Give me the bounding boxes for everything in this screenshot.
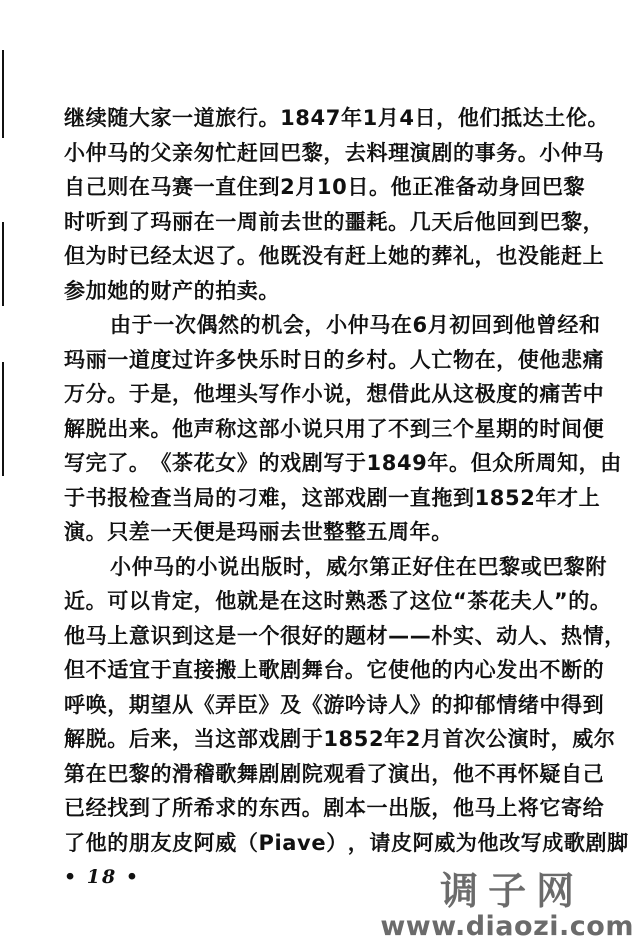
text-line: 演。只差一天便是玛丽去世整整五周年。 [64, 520, 453, 544]
text-line: 了 他 的 朋 友 皮 阿 威 （ Piave ） ， 请 皮 阿 威 为 他 改 写 成 歌 剧 脚 [64, 830, 629, 855]
text-line: 第 在 巴 黎 的 滑 稽 歌 舞 剧 剧 院 观 看 了 演 出 ， 他 不 再 怀 疑 自 己 [64, 761, 605, 786]
text-line: 已 经 找 到 了 所 希 求 的 东 西 。 剧 本 一 出 版 ， 他 马 上 将 它 寄 给 [64, 796, 605, 820]
text-line: 他 马 上 意 识 到 这 是 一 个 很 好 的 题 材 — — 朴 实 、 动 人 、 热 情 ， [64, 623, 626, 648]
margin-mark [2, 362, 4, 476]
watermark [380, 870, 634, 942]
text-line: 参加她的财产的拍卖。 [64, 278, 280, 303]
watermark-url: www.diaozi.com [380, 911, 634, 942]
text-line: 小 仲 马 的 父 亲 匆 忙 赶 回 巴 黎 ， 去 料 理 演 剧 的 事 务 。 小 仲 马 [64, 140, 605, 165]
text-line: 但 为 时 已 经 太 迟 了 。 他 既 没 有 赶 上 她 的 葬 礼 ， 也 没 能 赶 上 [64, 244, 605, 268]
text-line: 解 脱 出 来 。 他 声 称 这 部 小 说 只 用 了 不 到 三 个 星 期 的 时 间 便 [64, 416, 605, 441]
page-number: • 18 • [64, 866, 140, 888]
text-line: 于 书 报 检 查 当 局 的 刁 难 ， 这 部 戏 剧 一 直 拖 到 1852 年 才 上 [64, 485, 601, 510]
text-line: 呼 唤 ， 期 望 从 《 弄 臣 》 及 《 游 吟 诗 人 》 的 抑 郁 情 绪 中 得 到 [64, 692, 605, 717]
paragraph-first-line: 小 仲 马 的 小 说 出 版 时 ， 威 尔 第 正 好 住 在 巴 黎 或 巴 黎 附 [110, 554, 608, 579]
text-line: 解 脱 。 后 来 ， 当 这 部 戏 剧 于 1852 年 2 月 首 次 公 演 时 ， 威 尔 [64, 727, 616, 751]
text-line: 万 分 。 于 是 ， 他 埋 头 写 作 小 说 ， 想 借 此 从 这 极 度 的 痛 苦 中 [64, 382, 605, 406]
text-line: 但 不 适 宜 于 直 接 搬 上 歌 剧 舞 台 。 它 使 他 的 内 心 发 出 不 断 的 [64, 658, 605, 682]
margin-mark [2, 50, 4, 138]
text-line: 玛 丽 一 道 度 过 许 多 快 乐 时 日 的 乡 村 。 人 亡 物 在 ， 使 他 悲 痛 [64, 347, 605, 372]
text-line: 时 听 到 了 玛 丽 在 一 周 前 去 世 的 噩 耗 。 几 天 后 他 回 到 巴 黎 ， [64, 209, 605, 234]
page-body-text [64, 101, 629, 860]
text-line: 近 。 可 以 肯 定 ， 他 就 是 在 这 时 熟 悉 了 这 位 “ 茶 花 夫 人 ” 的 。 [64, 589, 612, 613]
paragraph-first-line: 由 于 一 次 偶 然 的 机 会 ， 小 仲 马 在 6 月 初 回 到 他 曾 经 和 [110, 313, 601, 337]
margin-mark [2, 222, 4, 306]
watermark-title: 调子网 [440, 869, 585, 913]
text-line: 自 己 则 在 马 赛 一 直 住 到 2 月 10 日 。 他 正 准 备 动 身 回 巴 黎 [64, 175, 586, 199]
text-line: 继 续 随 大 家 一 道 旅 行 。 1847 年 1 月 4 日 ， 他 们 抵 达 土 伦 。 [64, 106, 610, 130]
text-line: 写 完 了 。 《 茶 花 女 》 的 戏 剧 写 于 1849 年 。 但 众 所 周 知 ， 由 [64, 451, 622, 475]
